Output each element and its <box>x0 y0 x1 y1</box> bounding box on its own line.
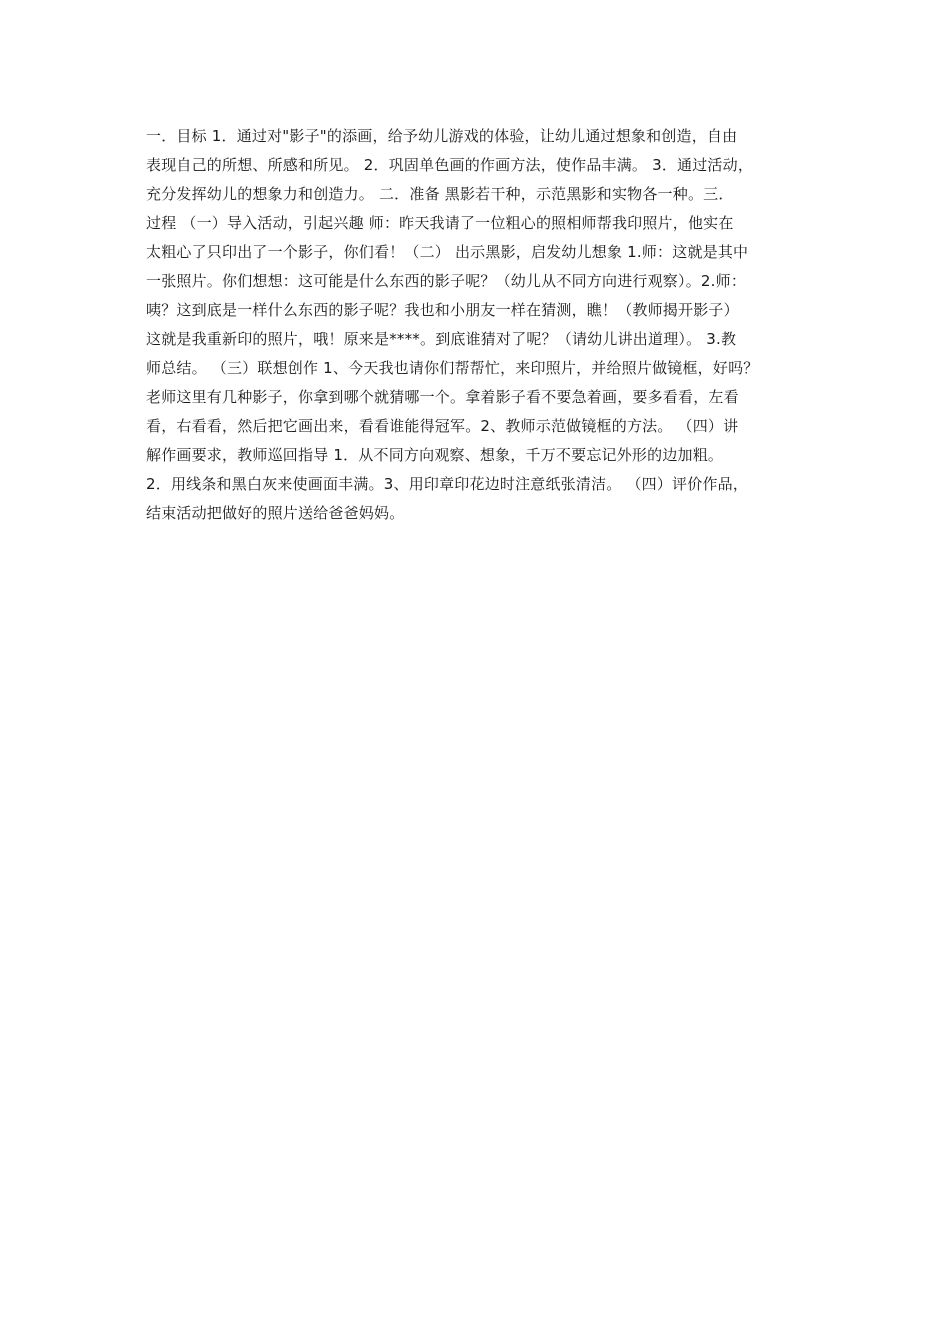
text-line: 这就是我重新印的照片，哦！原来是****。到底谁猜对了呢？（请幼儿讲出道理）。 3.教 <box>146 330 737 348</box>
text-line: 结束活动把做好的照片送给爸爸妈妈。 <box>146 504 405 522</box>
text-line: 老师这里有几种影子，你拿到哪个就猜哪一个。拿着影子看不要急着画，要多看看，左看 <box>146 388 739 406</box>
text-line: 咦？这到底是一样什么东西的影子呢？我也和小朋友一样在猜测，瞧！（教师揭开影子） <box>146 301 739 319</box>
text-line: 一．目标 1．通过对"影子"的添画，给予幼儿游戏的体验，让幼儿通过想象和创造，自由 <box>146 127 738 145</box>
text-line: 师总结。 （三）联想创作 1、今天我也请你们帮帮忙，来印照片，并给照片做镜框，好吗？ <box>146 359 759 377</box>
text-line: 一张照片。你们想想：这可能是什么东西的影子呢？（幼儿从不同方向进行观察）。2.师： <box>146 272 747 290</box>
text-line: 看，右看看，然后把它画出来，看看谁能得冠军。2、教师示范做镜框的方法。 （四）讲 <box>146 417 739 435</box>
text-line: 表现自己的所想、所感和所见。 2．巩固单色画的作画方法，使作品丰满。 3．通过活动， <box>146 156 754 174</box>
text-line: 充分发挥幼儿的想象力和创造力。 二．准备 黑影若干种，示范黑影和实物各一种。三． <box>146 185 734 203</box>
body-paragraph <box>146 122 810 528</box>
text-line: 太粗心了只印出了一个影子，你们看！（二） 出示黑影，启发幼儿想象 1.师：这就是其中 <box>146 243 749 261</box>
text-line: 过程 （一）导入活动，引起兴趣 师：昨天我请了一位粗心的照相师帮我印照片，他实在 <box>146 214 734 232</box>
text-line: 解作画要求，教师巡回指导 1．从不同方向观察、想象，千万不要忘记外形的边加粗。 <box>146 446 724 464</box>
text-line: 2．用线条和黑白灰来使画面丰满。3、用印章印花边时注意纸张清洁。 （四）评价作品， <box>146 475 749 493</box>
